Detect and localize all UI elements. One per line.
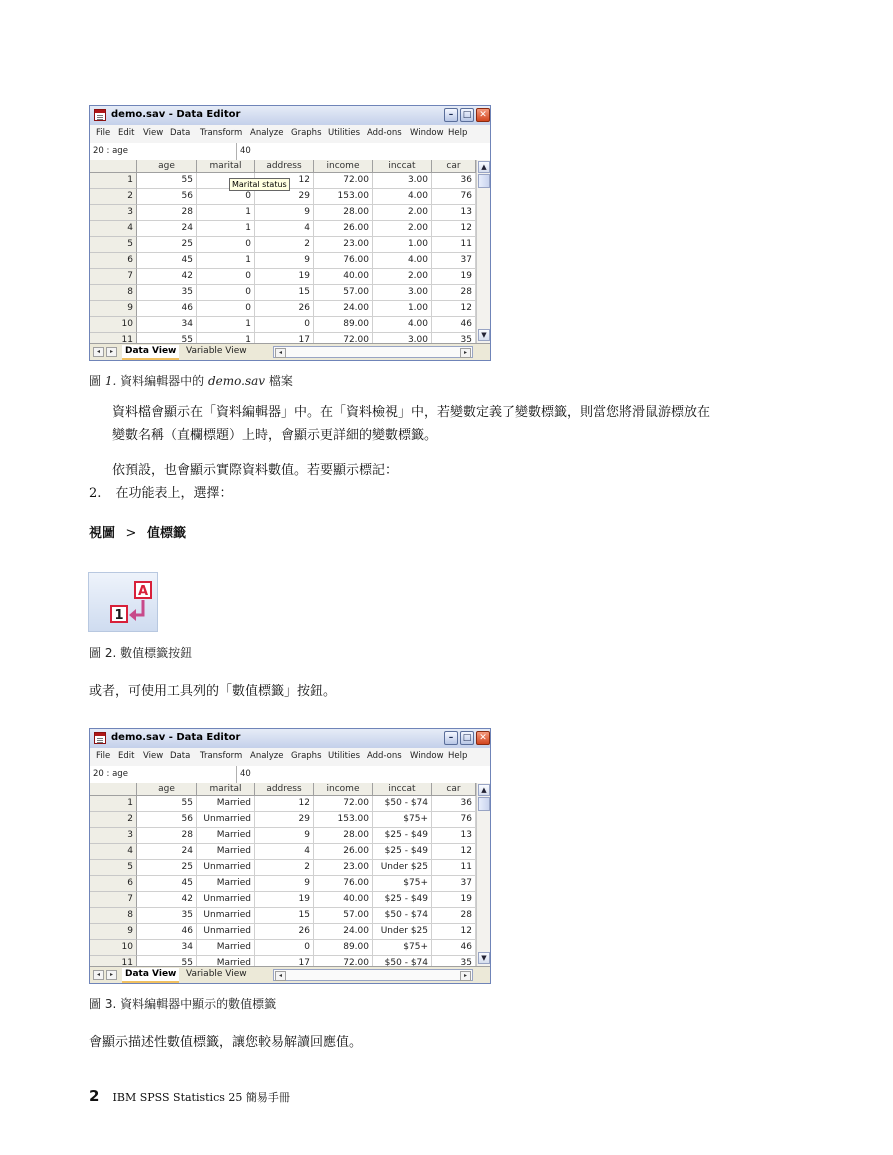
cell-value-field[interactable]: 40 [240, 769, 251, 779]
column-header-car[interactable]: car [432, 160, 476, 173]
view-tab-bar [90, 966, 490, 984]
row-number[interactable]: 6 [90, 876, 137, 892]
data-grid[interactable] [90, 783, 476, 966]
cell-address[interactable]: 19 [255, 269, 314, 285]
row-number[interactable]: 1 [90, 173, 137, 189]
cell-editor-bar [90, 143, 490, 161]
scroll-up-icon[interactable]: ▲ [478, 161, 490, 173]
fig-filename: demo.sav [207, 374, 266, 388]
cell-marital[interactable]: Unmarried [197, 924, 255, 940]
cell-marital[interactable]: Married [197, 796, 255, 812]
data-editor-window [89, 105, 491, 361]
tab-data-view[interactable]: Data View [122, 968, 179, 983]
cell-car[interactable]: 13 [432, 205, 476, 221]
menu-analyze[interactable]: Analyze [250, 751, 284, 761]
row-number[interactable]: 2 [90, 812, 137, 828]
maximize-button[interactable]: □ [460, 731, 474, 745]
cell-inccat[interactable]: 1.00 [373, 301, 432, 317]
cell-income[interactable]: 26.00 [314, 844, 373, 860]
cell-inccat[interactable]: 4.00 [373, 189, 432, 205]
cell-age[interactable]: 25 [137, 237, 197, 253]
cell-car[interactable]: 13 [432, 828, 476, 844]
cell-reference[interactable]: 20 : age [93, 769, 128, 779]
cell-marital[interactable]: 0 [197, 269, 255, 285]
cell-car[interactable]: 76 [432, 812, 476, 828]
fig-text-suffix: 檔案 [268, 374, 293, 388]
title-bar [90, 106, 490, 126]
cell-car[interactable]: 46 [432, 317, 476, 333]
cell-car[interactable]: 19 [432, 892, 476, 908]
cell-car[interactable]: 11 [432, 237, 476, 253]
menu-window[interactable]: Window [410, 751, 444, 761]
horizontal-scrollbar[interactable] [273, 969, 473, 981]
column-header-marital[interactable]: marital [197, 783, 255, 796]
row-number[interactable]: 3 [90, 828, 137, 844]
column-header-marital[interactable]: marital [197, 160, 255, 173]
step-2 [89, 483, 233, 505]
row-number[interactable]: 3 [90, 205, 137, 221]
cell-age[interactable]: 45 [137, 876, 197, 892]
maximize-button[interactable]: □ [460, 108, 474, 122]
cell-age[interactable]: 28 [137, 205, 197, 221]
scroll-left-icon[interactable]: ◂ [275, 971, 286, 981]
grid-corner [90, 783, 137, 796]
cell-age[interactable]: 55 [137, 956, 197, 966]
cell-marital[interactable]: 1 [197, 221, 255, 237]
scroll-thumb[interactable] [478, 797, 490, 811]
row-number[interactable]: 11 [90, 956, 137, 966]
cell-income[interactable]: 153.00 [314, 812, 373, 828]
cell-address[interactable]: 12 [255, 796, 314, 812]
cell-inccat[interactable]: $25 - $49 [373, 844, 432, 860]
cell-car[interactable]: 36 [432, 173, 476, 189]
row-number[interactable]: 10 [90, 940, 137, 956]
row-number[interactable]: 4 [90, 221, 137, 237]
menu-bar [90, 748, 490, 767]
scroll-down-icon[interactable]: ▼ [478, 329, 490, 341]
row-number[interactable]: 6 [90, 253, 137, 269]
cell-income[interactable]: 26.00 [314, 221, 373, 237]
column-header-income[interactable]: income [314, 160, 373, 173]
value-labels-icon [89, 573, 159, 633]
cell-car[interactable]: 36 [432, 796, 476, 812]
fig-text: 資料編輯器中的 [120, 374, 205, 388]
page-number: 2 [89, 1087, 100, 1105]
cell-address[interactable]: 9 [255, 876, 314, 892]
cell-car[interactable]: 12 [432, 221, 476, 237]
cell-income[interactable]: 28.00 [314, 828, 373, 844]
separator [236, 143, 237, 160]
menu-path-view: 視圖 [89, 526, 116, 541]
row-number[interactable]: 7 [90, 269, 137, 285]
icon-letter: A [137, 584, 149, 599]
cell-inccat[interactable]: 1.00 [373, 237, 432, 253]
cell-age[interactable]: 35 [137, 285, 197, 301]
cell-address[interactable]: 12 [255, 173, 314, 189]
cell-age[interactable]: 46 [137, 301, 197, 317]
cell-age[interactable]: 35 [137, 908, 197, 924]
row-number[interactable]: 8 [90, 285, 137, 301]
cell-inccat[interactable]: 2.00 [373, 221, 432, 237]
menu-help[interactable]: Help [448, 128, 468, 138]
row-number[interactable]: 5 [90, 237, 137, 253]
cell-car[interactable]: 28 [432, 908, 476, 924]
cell-car[interactable]: 11 [432, 860, 476, 876]
menu-file[interactable]: File [96, 128, 111, 138]
menu-graphs[interactable]: Graphs [291, 128, 322, 138]
cell-car[interactable]: 46 [432, 940, 476, 956]
cell-inccat[interactable]: $75+ [373, 876, 432, 892]
cell-age[interactable]: 55 [137, 333, 197, 343]
cell-income[interactable]: 72.00 [314, 173, 373, 189]
cell-address[interactable]: 19 [255, 892, 314, 908]
cell-marital[interactable]: Married [197, 940, 255, 956]
paragraph-2: 依預設，也會顯示實際資料數值。若要顯示標記： [112, 463, 399, 478]
menu-path-value-labels: 值標籤 [146, 526, 186, 541]
menu-bar [90, 125, 490, 144]
footer-title: IBM SPSS Statistics 25 簡易手冊 [112, 1091, 290, 1104]
cell-address[interactable]: 17 [255, 956, 314, 966]
value-labels-button[interactable] [88, 572, 158, 632]
scroll-thumb[interactable] [478, 174, 490, 188]
menu-view[interactable]: View [143, 751, 164, 761]
fig-number: 1. [104, 374, 117, 388]
cell-age[interactable]: 55 [137, 173, 197, 189]
cell-income[interactable]: 72.00 [314, 333, 373, 343]
cell-income[interactable]: 89.00 [314, 940, 373, 956]
data-editor-window-value-labels [89, 728, 491, 984]
menu-window[interactable]: Window [410, 128, 444, 138]
cell-car[interactable]: 12 [432, 924, 476, 940]
minimize-button[interactable]: – [444, 108, 458, 122]
paragraph-1-line-2: 變數名稱（直欄標題）上時，會顯示更詳細的變數標籤。 [112, 428, 438, 443]
cell-address[interactable]: 0 [255, 317, 314, 333]
row-number[interactable]: 11 [90, 333, 137, 343]
cell-inccat[interactable]: 4.00 [373, 317, 432, 333]
cell-marital[interactable]: 0 [197, 189, 255, 205]
cell-marital[interactable]: 1 [197, 333, 255, 343]
row-number[interactable]: 5 [90, 860, 137, 876]
vertical-scrollbar[interactable] [476, 160, 491, 343]
cell-address[interactable]: 2 [255, 237, 314, 253]
cell-income[interactable]: 153.00 [314, 189, 373, 205]
cell-inccat[interactable]: $25 - $49 [373, 892, 432, 908]
cell-income[interactable]: 57.00 [314, 285, 373, 301]
tab-first-icon[interactable]: ◂ [93, 970, 104, 980]
cell-address[interactable]: 29 [255, 189, 314, 205]
cell-address[interactable]: 15 [255, 908, 314, 924]
menu-data[interactable]: Data [170, 128, 191, 138]
cell-age[interactable]: 56 [137, 812, 197, 828]
menu-help[interactable]: Help [448, 751, 468, 761]
cell-marital[interactable]: 1 [197, 205, 255, 221]
cell-editor-bar [90, 766, 490, 784]
cell-income[interactable]: 23.00 [314, 237, 373, 253]
cell-inccat[interactable]: 2.00 [373, 269, 432, 285]
menu-addons[interactable]: Add-ons [367, 128, 402, 138]
cell-marital[interactable]: 0 [197, 237, 255, 253]
close-button[interactable]: ✕ [476, 108, 490, 122]
tab-next-icon[interactable]: ▸ [106, 970, 117, 980]
cell-marital[interactable]: 1 [197, 253, 255, 269]
cell-marital[interactable]: Married [197, 956, 255, 966]
cell-age[interactable]: 34 [137, 317, 197, 333]
cell-car[interactable]: 35 [432, 333, 476, 343]
cell-marital[interactable]: Married [197, 844, 255, 860]
column-header-inccat[interactable]: inccat [373, 783, 432, 796]
column-header-age[interactable]: age [137, 783, 197, 796]
cell-address[interactable]: 2 [255, 860, 314, 876]
row-number[interactable]: 1 [90, 796, 137, 812]
cell-inccat[interactable]: $50 - $74 [373, 796, 432, 812]
step-number: 2. [89, 486, 102, 501]
cell-income[interactable]: 76.00 [314, 876, 373, 892]
row-number[interactable]: 9 [90, 924, 137, 940]
menu-path [89, 522, 186, 541]
cell-marital[interactable]: Unmarried [197, 908, 255, 924]
cell-inccat[interactable]: $50 - $74 [373, 908, 432, 924]
scroll-up-icon[interactable]: ▲ [478, 784, 490, 796]
cell-marital[interactable]: 1 [197, 317, 255, 333]
menu-transform[interactable]: Transform [200, 128, 243, 138]
cell-marital[interactable]: Married [197, 828, 255, 844]
menu-file[interactable]: File [96, 751, 111, 761]
figure-2-caption: 圖 2. 數值標籤按鈕 [89, 646, 193, 660]
cell-income[interactable]: 24.00 [314, 924, 373, 940]
cell-age[interactable]: 45 [137, 253, 197, 269]
step-text: 在功能表上，選擇： [115, 486, 233, 501]
spss-app-icon [94, 109, 106, 121]
figure-3-caption: 圖 3. 資料編輯器中顯示的數值標籤 [89, 997, 277, 1011]
cell-income[interactable]: 28.00 [314, 205, 373, 221]
cell-address[interactable]: 9 [255, 828, 314, 844]
cell-car[interactable]: 76 [432, 189, 476, 205]
cell-inccat[interactable]: Under $25 [373, 860, 432, 876]
figure-1-caption [89, 372, 293, 389]
title-bar [90, 729, 490, 749]
column-header-address[interactable]: address [255, 160, 314, 173]
menu-transform[interactable]: Transform [200, 751, 243, 761]
cell-inccat[interactable]: $75+ [373, 940, 432, 956]
cell-address[interactable]: 9 [255, 205, 314, 221]
cell-income[interactable]: 89.00 [314, 317, 373, 333]
cell-car[interactable]: 19 [432, 269, 476, 285]
cell-car[interactable]: 37 [432, 253, 476, 269]
tab-next-icon[interactable]: ▸ [106, 347, 117, 357]
row-number[interactable]: 2 [90, 189, 137, 205]
menu-path-separator: > [125, 526, 137, 541]
cell-age[interactable]: 42 [137, 892, 197, 908]
scroll-down-icon[interactable]: ▼ [478, 952, 490, 964]
cell-inccat[interactable]: Under $25 [373, 924, 432, 940]
cell-marital[interactable]: Married [197, 876, 255, 892]
window-title: demo.sav - Data Editor [111, 109, 241, 120]
menu-utilities[interactable]: Utilities [328, 128, 360, 138]
cell-age[interactable]: 25 [137, 860, 197, 876]
vertical-scrollbar[interactable] [476, 783, 491, 966]
cell-address[interactable]: 4 [255, 844, 314, 860]
menu-data[interactable]: Data [170, 751, 191, 761]
tab-variable-view[interactable]: Variable View [186, 346, 247, 356]
cell-car[interactable]: 35 [432, 956, 476, 966]
cell-inccat[interactable]: $25 - $49 [373, 828, 432, 844]
cell-address[interactable]: 17 [255, 333, 314, 343]
menu-utilities[interactable]: Utilities [328, 751, 360, 761]
cell-income[interactable]: 24.00 [314, 301, 373, 317]
scroll-right-icon[interactable]: ▸ [460, 348, 471, 358]
cell-marital[interactable]: Unmarried [197, 860, 255, 876]
cell-address[interactable]: 0 [255, 940, 314, 956]
cell-address[interactable]: 15 [255, 285, 314, 301]
column-header-car[interactable]: car [432, 783, 476, 796]
cell-inccat[interactable]: 3.00 [373, 285, 432, 301]
cell-car[interactable]: 12 [432, 301, 476, 317]
row-number[interactable]: 4 [90, 844, 137, 860]
cell-age[interactable]: 56 [137, 189, 197, 205]
cell-address[interactable]: 29 [255, 812, 314, 828]
paragraph-4: 會顯示描述性數值標籤，讓您較易解讀回應值。 [89, 1035, 363, 1050]
paragraph-1-line-1: 資料檔會顯示在「資料編輯器」中。在「資料檢視」中，若變數定義了變數標籤，則當您將滑鼠游標放在 [112, 405, 711, 420]
cell-marital[interactable]: 0 [197, 301, 255, 317]
cell-inccat[interactable]: 3.00 [373, 173, 432, 189]
cell-age[interactable]: 24 [137, 221, 197, 237]
menu-analyze[interactable]: Analyze [250, 128, 284, 138]
cell-reference[interactable]: 20 : age [93, 146, 128, 156]
menu-edit[interactable]: Edit [118, 128, 135, 138]
cell-inccat[interactable]: 3.00 [373, 333, 432, 343]
paragraph-3: 或者，可使用工具列的「數值標籤」按鈕。 [89, 684, 337, 699]
tab-data-view[interactable]: Data View [122, 345, 179, 360]
cell-age[interactable]: 28 [137, 828, 197, 844]
cell-income[interactable]: 72.00 [314, 956, 373, 966]
cell-address[interactable]: 26 [255, 924, 314, 940]
horizontal-scrollbar[interactable] [273, 346, 473, 358]
cell-income[interactable]: 76.00 [314, 253, 373, 269]
menu-edit[interactable]: Edit [118, 751, 135, 761]
cell-income[interactable]: 40.00 [314, 269, 373, 285]
close-button[interactable]: ✕ [476, 731, 490, 745]
variable-label-tooltip: Marital status [229, 178, 290, 191]
cell-marital[interactable]: Unmarried [197, 892, 255, 908]
cell-income[interactable]: 40.00 [314, 892, 373, 908]
column-header-address[interactable]: address [255, 783, 314, 796]
cell-marital[interactable]: Unmarried [197, 812, 255, 828]
grid-corner [90, 160, 137, 173]
separator [236, 766, 237, 783]
fig-prefix: 圖 [89, 374, 102, 388]
menu-view[interactable]: View [143, 128, 164, 138]
cell-car[interactable]: 12 [432, 844, 476, 860]
icon-number: 1 [114, 608, 124, 623]
cell-car[interactable]: 28 [432, 285, 476, 301]
tab-variable-view[interactable]: Variable View [186, 969, 247, 979]
cell-address[interactable]: 4 [255, 221, 314, 237]
row-number[interactable]: 9 [90, 301, 137, 317]
cell-marital[interactable]: 0 [197, 285, 255, 301]
cell-age[interactable]: 34 [137, 940, 197, 956]
cell-inccat[interactable]: $75+ [373, 812, 432, 828]
cell-value-field[interactable]: 40 [240, 146, 251, 156]
menu-graphs[interactable]: Graphs [291, 751, 322, 761]
cell-age[interactable]: 46 [137, 924, 197, 940]
scroll-left-icon[interactable]: ◂ [275, 348, 286, 358]
column-header-age[interactable]: age [137, 160, 197, 173]
page-footer [89, 1086, 290, 1105]
cell-inccat[interactable]: $50 - $74 [373, 956, 432, 966]
menu-addons[interactable]: Add-ons [367, 751, 402, 761]
cell-income[interactable]: 23.00 [314, 860, 373, 876]
scroll-right-icon[interactable]: ▸ [460, 971, 471, 981]
view-tab-bar [90, 343, 490, 361]
column-header-income[interactable]: income [314, 783, 373, 796]
cell-car[interactable]: 37 [432, 876, 476, 892]
minimize-button[interactable]: – [444, 731, 458, 745]
row-number[interactable]: 8 [90, 908, 137, 924]
cell-income[interactable]: 57.00 [314, 908, 373, 924]
row-number[interactable]: 7 [90, 892, 137, 908]
window-title: demo.sav - Data Editor [111, 732, 241, 743]
cell-inccat[interactable]: 2.00 [373, 205, 432, 221]
cell-address[interactable]: 9 [255, 253, 314, 269]
cell-income[interactable]: 72.00 [314, 796, 373, 812]
spss-app-icon [94, 732, 106, 744]
cell-inccat[interactable]: 4.00 [373, 253, 432, 269]
cell-age[interactable]: 24 [137, 844, 197, 860]
cell-age[interactable]: 42 [137, 269, 197, 285]
row-number[interactable]: 10 [90, 317, 137, 333]
cell-address[interactable]: 26 [255, 301, 314, 317]
cell-age[interactable]: 55 [137, 796, 197, 812]
tab-first-icon[interactable]: ◂ [93, 347, 104, 357]
column-header-inccat[interactable]: inccat [373, 160, 432, 173]
